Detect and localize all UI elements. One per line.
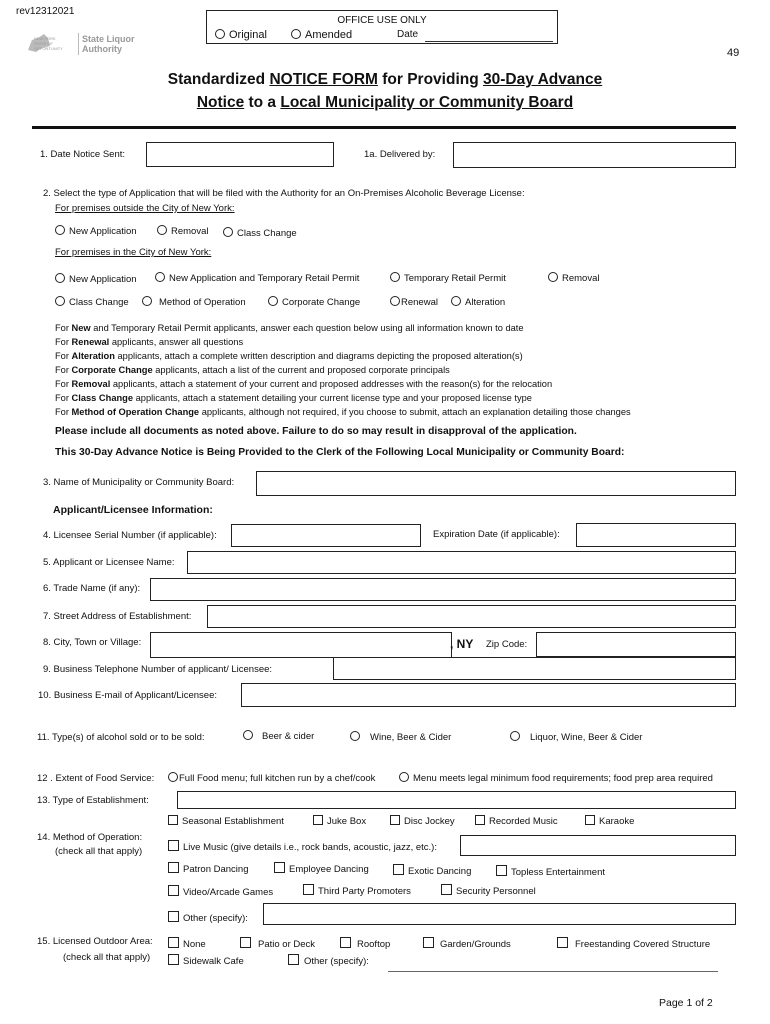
notice-clerk: This 30-Day Advance Notice is Being Provided to the Clerk of the Following Local Municipality or Community Board: — [55, 447, 625, 458]
date-notice-sent-field[interactable] — [146, 142, 334, 167]
amended-radio[interactable] — [291, 29, 301, 39]
inside-class-change-label: Class Change — [69, 297, 129, 308]
third-party-label: Third Party Promoters — [318, 886, 411, 897]
q1a-label: 1a. Delivered by: — [364, 149, 436, 160]
instruction-line: For Method of Operation Change applicants, although not required, if you choose to submit, attach an explanation detailing those changes — [55, 407, 631, 417]
form-title-line-2 — [0, 94, 770, 112]
q15-label: 15. Licensed Outdoor Area: — [37, 936, 153, 947]
outdoor-other-line[interactable] — [388, 971, 718, 972]
title-word-7: Local Municipality or Community Board — [280, 94, 574, 111]
outdoor-other — [288, 954, 369, 967]
q14-sublabel: (check all that apply) — [55, 846, 143, 857]
inside-renewal — [390, 296, 438, 308]
q10-label: 10. Business E-mail of Applicant/Licensee: — [38, 690, 218, 701]
none-label: None — [183, 939, 206, 950]
inside-renewal-label: Renewal — [401, 297, 438, 308]
office-use-title: OFFICE USE ONLY — [337, 15, 427, 26]
security-label: Security Personnel — [456, 886, 536, 897]
page-number-top: 49 — [727, 47, 740, 59]
method-exotic-dancing — [393, 864, 471, 877]
inside-removal-radio[interactable] — [548, 272, 558, 282]
instruction-line: For Alteration applicants, attach a complete written description and diagrams depicting the proposed alteration(s) — [55, 351, 523, 361]
instruction-line: For Class Change applicants, attach a statement detailing your current license type and your proposed license type — [55, 393, 532, 403]
method-third-party — [303, 884, 411, 897]
disc-jockey-label: Disc Jockey — [404, 816, 455, 827]
method-seasonal — [168, 815, 284, 827]
outside-nyc-heading: For premises outside the City of New York: — [55, 203, 235, 214]
zip-label: Zip Code: — [486, 639, 528, 650]
other-method-checkbox[interactable] — [168, 911, 179, 922]
instruction-line: For Corporate Change applicants, attach a list of the current and proposed corporate principals — [55, 365, 450, 375]
inside-method-radio[interactable] — [142, 296, 152, 306]
state-ny: , NY — [450, 637, 474, 651]
q4-label: 4. Licensee Serial Number (if applicable): — [43, 530, 217, 541]
form-title-line-1 — [0, 71, 770, 89]
outdoor-other-checkbox[interactable] — [288, 954, 299, 965]
inside-new-app-trp — [155, 272, 359, 284]
method-patron-dancing — [168, 862, 248, 875]
q7-label: 7. Street Address of Establishment: — [43, 611, 192, 622]
exotic-dancing-checkbox[interactable] — [393, 864, 404, 875]
office-date-line[interactable] — [425, 41, 553, 42]
instruction-line: For New and Temporary Retail Permit applicants, answer each question below using all information known to date — [55, 323, 524, 333]
patron-dancing-label: Patron Dancing — [183, 864, 249, 875]
outside-class-change — [223, 227, 297, 239]
method-topless — [496, 865, 605, 878]
outside-removal-radio[interactable] — [157, 225, 167, 235]
q15-sublabel: (check all that apply) — [63, 952, 151, 963]
instruction-line: For Renewal applicants, answer all questions — [55, 337, 244, 347]
liquor-radio[interactable] — [510, 731, 520, 741]
patron-dancing-checkbox[interactable] — [168, 862, 179, 873]
seasonal-label: Seasonal Establishment — [182, 816, 284, 827]
outside-removal — [157, 225, 209, 237]
recorded-music-label: Recorded Music — [489, 816, 558, 827]
q9-label: 9. Business Telephone Number of applicant/ Licensee: — [43, 664, 273, 675]
method-employee-dancing — [274, 862, 369, 875]
q12-label: 12 . Extent of Food Service: — [37, 773, 155, 784]
patio-label: Patio or Deck — [258, 939, 316, 950]
rooftop-label: Rooftop — [357, 939, 391, 950]
street-address-field[interactable] — [207, 605, 736, 628]
inside-renewal-radio[interactable] — [390, 296, 400, 306]
inside-temporary-retail-permit — [390, 272, 506, 284]
title-word-3: for Providing — [382, 71, 479, 88]
food-full-menu — [168, 772, 375, 784]
logo-name-2: Authority — [82, 44, 122, 54]
inside-corporate-radio[interactable] — [268, 296, 278, 306]
karaoke-label: Karaoke — [599, 816, 635, 827]
garden-label: Garden/Grounds — [440, 939, 511, 950]
security-checkbox[interactable] — [441, 884, 452, 895]
expiration-date-field[interactable] — [576, 523, 736, 547]
email-field[interactable] — [241, 683, 736, 707]
inside-alteration-radio[interactable] — [451, 296, 461, 306]
q3-label: 3. Name of Municipality or Community Board: — [43, 477, 235, 488]
applicant-section-heading: Applicant/Licensee Information: — [53, 504, 213, 516]
inside-corporate-change — [268, 296, 360, 308]
outdoor-sidewalk — [168, 954, 244, 967]
karaoke-checkbox[interactable] — [585, 815, 595, 825]
inside-new-application — [55, 273, 137, 285]
method-security — [441, 884, 536, 897]
expiration-label: Expiration Date (if applicable): — [433, 529, 560, 540]
inside-new-app-trp-label: New Application and Temporary Retail Permit — [169, 273, 360, 284]
inside-trp-radio[interactable] — [390, 272, 400, 282]
page-footer: Page 1 of 2 — [659, 997, 713, 1009]
inside-trp-label: Temporary Retail Permit — [404, 273, 506, 284]
q5-label: 5. Applicant or Licensee Name: — [43, 557, 175, 568]
outside-removal-label: Removal — [171, 226, 209, 237]
outdoor-patio — [240, 937, 315, 950]
inside-removal-label: Removal — [562, 273, 600, 284]
method-juke-box — [313, 815, 366, 827]
q8-label: 8. City, Town or Village: — [43, 637, 142, 648]
live-music-details-field[interactable] — [460, 835, 736, 856]
rooftop-checkbox[interactable] — [340, 937, 351, 948]
delivered-by-field[interactable] — [453, 142, 736, 168]
patio-checkbox[interactable] — [240, 937, 251, 948]
wine-beer-cider-radio[interactable] — [350, 731, 360, 741]
outdoor-other-label: Other (specify): — [304, 956, 369, 967]
none-checkbox[interactable] — [168, 937, 179, 948]
live-music-label: Live Music (give details i.e., rock bands, acoustic, jazz, etc.): — [183, 842, 437, 853]
method-other — [168, 911, 248, 924]
logo-line-1: NEW YORK — [34, 36, 56, 41]
outside-class-change-label: Class Change — [237, 228, 297, 239]
logo-name-1: State Liquor — [82, 34, 135, 44]
video-games-label: Video/Arcade Games — [183, 887, 274, 898]
title-word-5: Notice — [196, 94, 245, 111]
title-word-1: Standardized — [167, 71, 266, 88]
freestanding-checkbox[interactable] — [557, 937, 568, 948]
alcohol-beer-cider — [243, 730, 314, 742]
inside-new-app-trp-radio[interactable] — [155, 272, 165, 282]
applicant-name-field[interactable] — [187, 551, 736, 574]
inside-method-label: Method of Operation — [159, 297, 246, 308]
employee-dancing-label: Employee Dancing — [289, 864, 369, 875]
method-video-games — [168, 885, 273, 898]
sidewalk-label: Sidewalk Cafe — [183, 956, 244, 967]
juke-box-label: Juke Box — [327, 816, 367, 827]
amended-label: Amended — [305, 29, 353, 41]
full-food-radio[interactable] — [168, 772, 178, 782]
minimum-food-label: Menu meets legal minimum food requirements; food prep area required — [413, 773, 713, 784]
notice-include-documents: Please include all documents as noted above. Failure to do so may result in disapproval of the application. — [55, 426, 577, 437]
video-games-checkbox[interactable] — [168, 885, 179, 896]
document-revision: rev12312021 — [16, 6, 75, 17]
outdoor-garden — [423, 937, 511, 950]
topless-label: Topless Entertainment — [511, 867, 605, 878]
alcohol-wine-beer-cider — [350, 731, 451, 743]
agency-logo — [26, 30, 146, 58]
minimum-food-radio[interactable] — [399, 772, 409, 782]
other-method-label: Other (specify): — [183, 913, 248, 924]
trade-name-field[interactable] — [150, 578, 736, 601]
method-live-music — [168, 840, 437, 853]
inside-corporate-label: Corporate Change — [282, 297, 361, 308]
liquor-label: Liquor, Wine, Beer & Cider — [530, 732, 643, 743]
third-party-checkbox[interactable] — [303, 884, 314, 895]
logo-line-3: OPPORTUNITY — [34, 46, 63, 51]
topless-checkbox[interactable] — [496, 865, 507, 876]
outside-class-change-radio[interactable] — [223, 227, 233, 237]
q13-label: 13. Type of Establishment: — [37, 795, 149, 806]
recorded-music-checkbox[interactable] — [475, 815, 485, 825]
employee-dancing-checkbox[interactable] — [274, 862, 285, 873]
method-disc-jockey — [390, 815, 455, 827]
q6-label: 6. Trade Name (if any): — [43, 583, 141, 594]
inside-removal — [548, 272, 600, 284]
exotic-dancing-label: Exotic Dancing — [408, 866, 472, 877]
inside-new-application-radio[interactable] — [55, 273, 65, 283]
instructions-block — [55, 321, 631, 419]
method-karaoke — [585, 815, 634, 827]
q11-label: 11. Type(s) of alcohol sold or to be sold: — [37, 732, 205, 743]
inside-class-change — [55, 296, 129, 308]
outside-new-application-radio[interactable] — [55, 225, 65, 235]
q1-label: 1. Date Notice Sent: — [40, 149, 126, 160]
city-field[interactable] — [150, 632, 452, 658]
outdoor-freestanding — [557, 937, 710, 950]
method-recorded-music — [475, 815, 558, 827]
original-label: Original — [229, 29, 267, 41]
office-use-box — [206, 10, 558, 44]
telephone-field[interactable] — [333, 657, 736, 680]
inside-class-change-radio[interactable] — [55, 296, 65, 306]
wine-beer-cider-label: Wine, Beer & Cider — [370, 732, 452, 743]
inside-new-application-label: New Application — [69, 274, 137, 285]
instruction-line: For Removal applicants, attach a statement of your current and proposed addresses with the reason(s) for the relocation — [55, 379, 553, 389]
garden-checkbox[interactable] — [423, 937, 434, 948]
title-word-6: to a — [248, 94, 277, 111]
zip-code-field[interactable] — [536, 632, 736, 657]
municipality-field[interactable] — [256, 471, 736, 496]
sidewalk-checkbox[interactable] — [168, 954, 179, 965]
outdoor-rooftop — [340, 937, 390, 950]
logo-line-2: STATE OF — [34, 41, 53, 46]
disc-jockey-checkbox[interactable] — [390, 815, 400, 825]
inside-nyc-heading: For premises in the City of New York: — [55, 247, 212, 258]
outdoor-none — [168, 937, 206, 950]
establishment-type-field[interactable] — [177, 791, 736, 809]
title-rule — [32, 126, 736, 129]
inside-alteration — [451, 296, 505, 308]
inside-alteration-label: Alteration — [465, 297, 506, 308]
date-label: Date — [397, 29, 419, 40]
live-music-checkbox[interactable] — [168, 840, 179, 851]
outside-new-application-label: New Application — [69, 226, 137, 237]
inside-method-of-operation — [142, 296, 246, 308]
beer-cider-radio[interactable] — [243, 730, 253, 740]
beer-cider-label: Beer & cider — [262, 731, 315, 742]
full-food-label: Full Food menu; full kitchen run by a chef/cook — [179, 773, 376, 784]
outside-new-application — [55, 225, 137, 237]
food-minimum-menu — [399, 772, 713, 784]
q14-label: 14. Method of Operation: — [37, 832, 143, 843]
freestanding-label: Freestanding Covered Structure — [575, 939, 711, 950]
other-method-field[interactable] — [263, 903, 736, 925]
title-word-2: NOTICE FORM — [269, 71, 378, 88]
q2-label: 2. Select the type of Application that will be filed with the Authority for an On-Premises Alcoholic Beverage License: — [43, 188, 525, 199]
serial-number-field[interactable] — [231, 524, 421, 547]
alcohol-liquor — [510, 731, 642, 743]
seasonal-checkbox[interactable] — [168, 815, 178, 825]
original-radio[interactable] — [215, 29, 225, 39]
title-word-4: 30-Day Advance — [483, 71, 603, 88]
juke-box-checkbox[interactable] — [313, 815, 323, 825]
